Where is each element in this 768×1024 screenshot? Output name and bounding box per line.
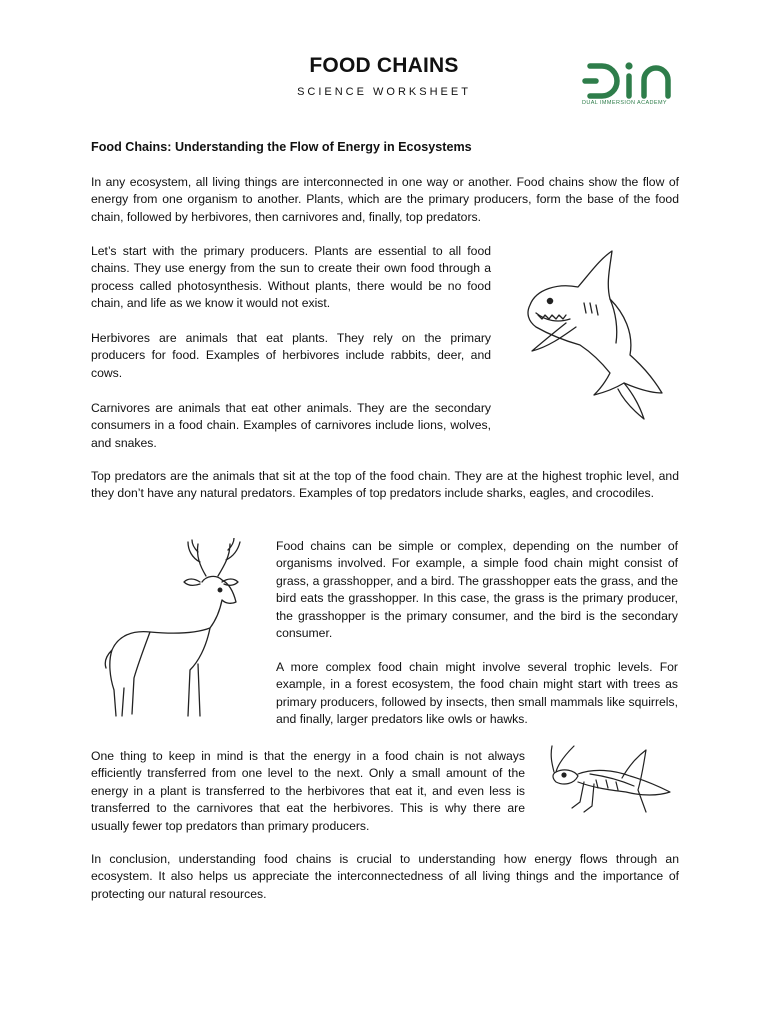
deer-illustration	[88, 538, 268, 724]
page-subtitle: SCIENCE WORKSHEET	[297, 86, 471, 98]
paragraph-herbivores: Herbivores are animals that eat plants. They rely on the primary producers for food. Examples of herbivores include rabbits, deer, and cows.	[91, 331, 491, 380]
paragraph-energy-transfer: One thing to keep in mind is that the energy in a food chain is not always efficiently transferred from one level to the next. Only a small amount of the energy in a plant is transferred to the herbivores that eat it, and even less is transferred to the carnivores that eat the herbivores. This is why there are usually fewer top predators than primary producers.	[91, 749, 525, 833]
paragraph-conclusion: In conclusion, understanding food chains is crucial to understanding how energy flows through an ecosystem. It also helps us appreciate the interconnectedness of all living things and the importance of protecting our natural resources.	[91, 852, 679, 901]
shark-illustration	[506, 243, 680, 423]
paragraph-intro: In any ecosystem, all living things are interconnected in one way or another. Food chains show the flow of energy from one organism to another. Plants, which are the primary producers, form the base of the food chain, followed by herbivores, then carnivores and, finally, top predators.	[91, 175, 679, 224]
paragraph-carnivores: Carnivores are animals that eat other animals. They are the secondary consumers in a food chain. Examples of carnivores include lions, wolves, and snakes.	[91, 401, 491, 450]
paragraph-simple-complex: Food chains can be simple or complex, depending on the number of organisms involved. For example, a simple food chain might consist of grass, a grasshopper, and a bird. The grasshopper eats the grass, and the bird eats the grasshopper. In this case, the grass is the primary producer, the grasshopper is the primary consumer, and the bird is the secondary consumer.	[276, 539, 678, 641]
logo-caption: DUAL IMMERSION ACADEMY	[582, 100, 667, 106]
page-title: FOOD CHAINS	[309, 54, 459, 77]
paragraph-complex-chain: A more complex food chain might involve several trophic levels. For example, in a forest ecosystem, the food chain might start with trees as primary producers, followed by insects, then small mammals like squirrels, and finally, larger predators like owls or hawks.	[276, 660, 678, 727]
grasshopper-illustration	[534, 742, 680, 822]
article-heading: Food Chains: Understanding the Flow of Energy in Ecosystems	[91, 140, 472, 154]
paragraph-producers: Let’s start with the primary producers. Plants are essential to all food chains. They use energy from the sun to create their own food through a process called photosynthesis. Without plants, there would be no food chain, and life as we know it would not exist.	[91, 244, 491, 311]
paragraph-top-predators: Top predators are the animals that sit at the top of the food chain. They are at the highest trophic level, and they don’t have any natural predators. Examples of top predators include sharks, eagles, and crocodiles.	[91, 469, 679, 501]
